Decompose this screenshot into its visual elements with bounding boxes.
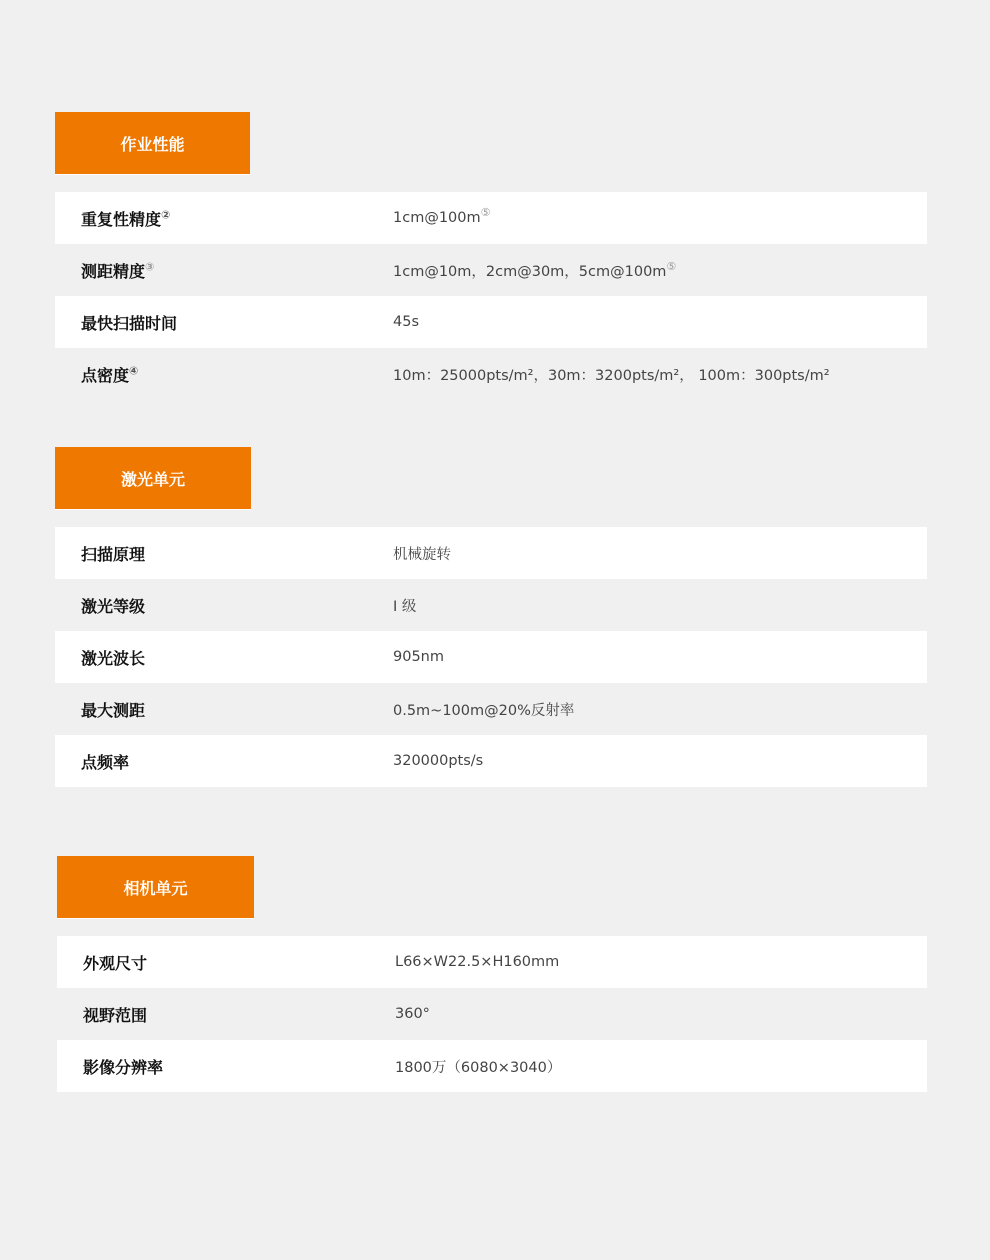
section-title: 激光单元 <box>55 447 251 510</box>
footnote-marker: ② <box>161 208 171 222</box>
spec-label: 视野范围 <box>83 1005 148 1025</box>
spec-label: 重复性精度② <box>81 208 171 229</box>
section-title: 作业性能 <box>55 112 250 175</box>
spec-label: 最快扫描时间 <box>81 313 178 333</box>
spec-label: 最大测距 <box>81 700 146 720</box>
table-row <box>57 1040 927 1092</box>
section-camera-unit <box>57 856 927 1092</box>
spec-value: 360° <box>395 1006 430 1022</box>
section-laser-unit <box>55 447 927 787</box>
spec-label: 扫描原理 <box>81 544 146 564</box>
spec-value: 机械旋转 <box>393 546 451 563</box>
spec-label: 影像分辨率 <box>83 1057 164 1077</box>
table-row <box>55 244 927 296</box>
section-work-performance <box>55 112 927 400</box>
table-row <box>55 296 927 348</box>
spec-value: 1cm@10m，2cm@30m，5cm@100m⑤ <box>393 259 677 280</box>
spec-value: 0.5m~100m@20%反射率 <box>393 702 575 719</box>
table-row <box>55 683 927 735</box>
footnote-marker: ③ <box>145 260 155 274</box>
spec-label: 测距精度③ <box>81 260 155 281</box>
spec-label: 外观尺寸 <box>83 953 148 973</box>
table-row <box>55 631 927 683</box>
footnote-marker: ④ <box>129 364 139 378</box>
table-row <box>55 527 927 579</box>
spec-label: 激光等级 <box>81 596 146 616</box>
spec-table <box>55 192 927 400</box>
footnote-marker: ⑤ <box>480 206 491 220</box>
spec-label: 点频率 <box>81 752 130 772</box>
spec-label: 点密度④ <box>81 364 139 385</box>
spec-value: 45s <box>393 314 420 330</box>
table-row <box>55 579 927 631</box>
table-row <box>55 735 927 787</box>
spec-value: I 级 <box>393 598 417 615</box>
section-title: 相机单元 <box>57 856 254 919</box>
table-row <box>55 192 927 244</box>
spec-value: 1800万（6080×3040） <box>395 1059 562 1076</box>
spec-value: 905nm <box>393 649 444 665</box>
spec-value: 1cm@100m⑤ <box>393 206 491 226</box>
spec-value: L66×W22.5×H160mm <box>395 954 560 970</box>
table-row <box>57 936 927 988</box>
spec-label: 激光波长 <box>81 648 146 668</box>
spec-table <box>57 936 927 1092</box>
table-row <box>57 988 927 1040</box>
spec-value: 320000pts/s <box>393 753 484 769</box>
spec-value: 10m：25000pts/m²，30m：3200pts/m²， 100m：300pts/m² <box>393 367 830 384</box>
table-row <box>55 348 927 400</box>
footnote-marker: ⑤ <box>666 259 677 273</box>
spec-table <box>55 527 927 787</box>
